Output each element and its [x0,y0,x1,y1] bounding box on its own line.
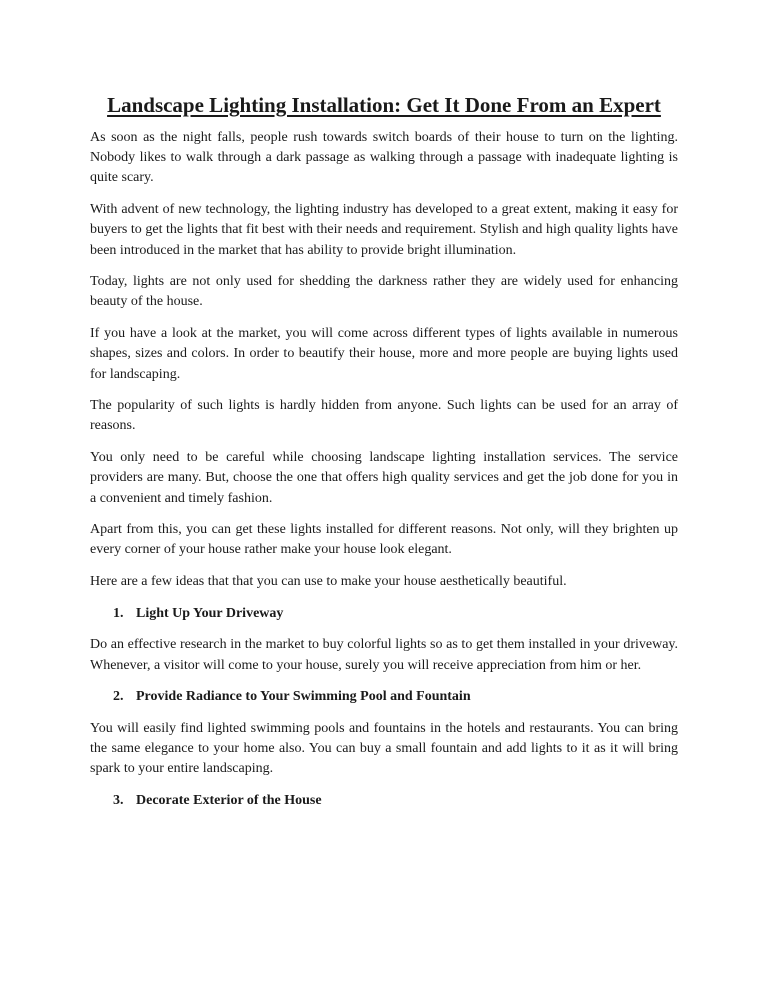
list-heading: Light Up Your Driveway [136,605,284,621]
section-body: You will easily find lighted swimming pools and fountains in the hotels and restaurants. You can bring the same elegance to your home also. You can buy a small fountain and add lights to it as it will bring spark to your entire landscaping. [90,720,678,777]
section-heading-driveway [90,604,678,624]
list-number: 3. [113,792,124,808]
paragraph: Here are a few ideas that that you can use to make your house aesthetically beautiful. [90,574,567,590]
paragraph: If you have a look at the market, you will come across different types of lights available in numerous shapes, sizes and colors. In order to beautify their house, more and more people are buying lights used for landscaping. [90,326,678,382]
section-body: Do an effective research in the market to buy colorful lights so as to get them installed in your driveway. Whenever, a visitor will come to your house, surely you will receive appreciation from him or her. [90,637,678,673]
section-heading-pool [90,687,678,707]
list-heading: Provide Radiance to Your Swimming Pool and Fountain [136,689,471,705]
paragraph: With advent of new technology, the lighting industry has developed to a great extent, making it easy for buyers to get the lights that fit best with their needs and requirement. Stylish and high quality lights have been introduced in the market that has ability to provide bright illumination. [90,202,678,258]
document-page [90,91,678,822]
list-number: 1. [113,605,124,621]
section-heading-exterior [90,791,678,811]
paragraph: You only need to be careful while choosing landscape lighting installation services. The service providers are many. But, choose the one that offers high quality services and get the job done for you in a convenient and timely fashion. [90,450,678,506]
paragraph: As soon as the night falls, people rush towards switch boards of their house to turn on the lighting. Nobody likes to walk through a dark passage as walking through a passage with inadequate lighting is quite scary. [90,130,678,186]
list-number: 2. [113,689,124,705]
paragraph: Today, lights are not only used for shedding the darkness rather they are widely used for enhancing beauty of the house. [90,274,678,310]
paragraph: The popularity of such lights is hardly hidden from anyone. Such lights can be used for an array of reasons. [90,398,678,434]
list-heading: Decorate Exterior of the House [136,792,322,808]
paragraph: Apart from this, you can get these lights installed for different reasons. Not only, will they brighten up every corner of your house rather make your house look elegant. [90,522,678,558]
document-title: Landscape Lighting Installation: Get It Done From an Expert [107,93,661,117]
